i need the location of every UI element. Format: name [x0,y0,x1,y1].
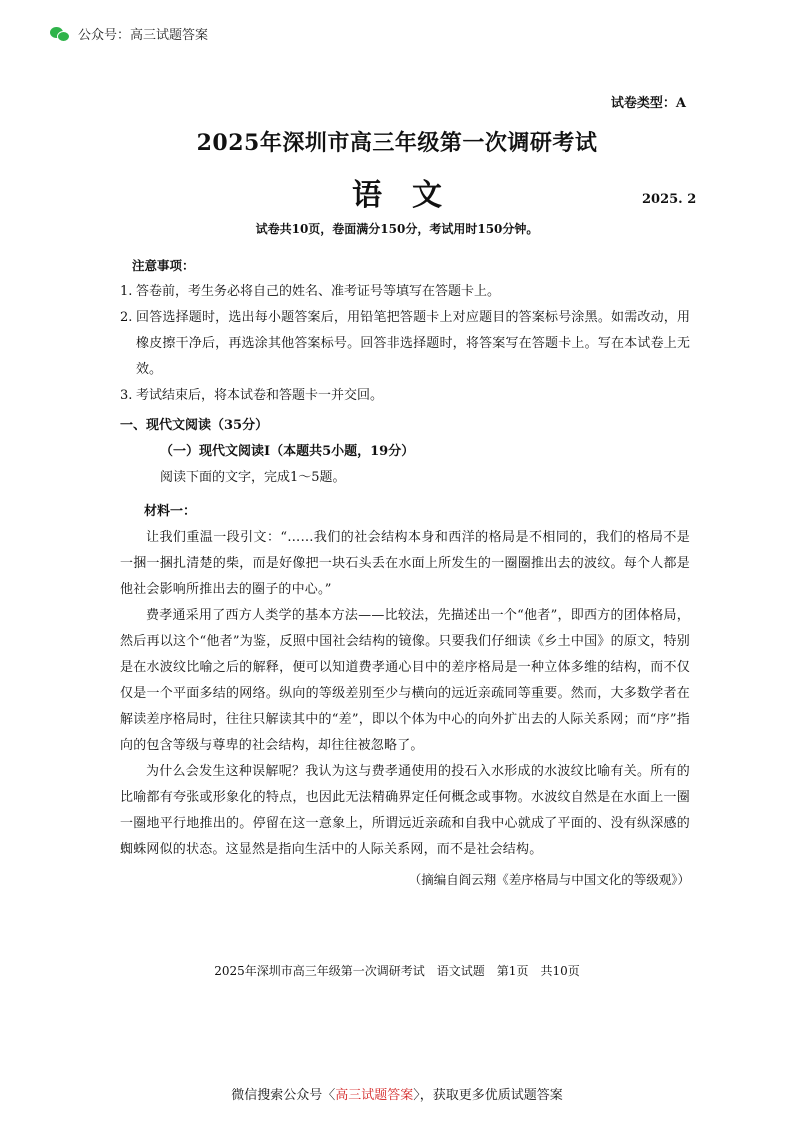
note-text: 答卷前，考生务必将自己的姓名、准考证号等填写在答题卡上。 [136,284,501,299]
paragraph: 为什么会发生这种误解呢？我认为这与费孝通使用的投石入水形成的水波纹比喻有关。所有的比喻都有夸张或形象化的特点，也因此无法精确界定任何概念或事物。水波纹自然是在水面上一圈一圈地平行地推出的。停留在这一意象上，所谓远近亲疏和自我中心就成了平面的、没有纵深感的蜘蛛网似的状态。这显然是指向生活中的人际关系网，而不是社会结构。 [120,764,690,857]
exam-title: 2025年深圳市高三年级第一次调研考试 [196,130,598,156]
note-item [120,279,690,305]
exam-date: 2025. 2 [642,192,697,207]
instruction: 阅读下面的文字，完成1～5题。 [160,470,346,485]
paragraph: 让我们重温一段引文：“……我们的社会结构本身和西洋的格局是不相同的，我们的格局不是一捆一捆扎清楚的柴，而是好像把一块石头丢在水面上所发生的一圈圈推出去的波纹。每个人都是他社会影响所推出去的圈子的中心。” [120,530,690,597]
subject-title: 语文 [352,178,472,213]
banner-highlight: 高三试题答案 [335,1088,414,1103]
note-item [120,383,690,409]
subsection-heading: （一）现代文阅读Ⅰ（本题共5小题，19分） [160,444,415,459]
material-heading: 材料一： [144,504,197,519]
bottom-banner [0,1084,794,1103]
section-heading: 一、现代文阅读（35分） [120,418,269,433]
note-text: 考试结束后，将本试卷和答题卡一并交回。 [136,388,384,403]
exam-meta: 试卷共10页，卷面满分150分，考试用时150分钟。 [255,222,539,236]
wechat-icon [50,26,70,42]
paragraph: 费孝通采用了西方人类学的基本方法——比较法，先描述出一个“他者”，即西方的团体格局，然后再以这个“他者”为鉴，反照中国社会结构的镜像。只要我们仔细读《乡土中国》的原文，特别是在水波纹比喻之后的解释，便可以知道费孝通心目中的差序格局是一种立体多维的结构，而不仅仅是一个平面多结的网络。纵向的等级差别至少与横向的远近亲疏同等重要。然而，大多数学者在解读差序格局时，往往只解读其中的“差”，即以个体为中心的向外扩出去的人际关系网；而“序”指向的包含等级与尊卑的社会结构，却往往被忽略了。 [120,608,690,753]
paper-type: 试卷类型：A [610,96,686,111]
note-item [120,305,690,383]
note-text: 回答选择题时，选出每小题答案后，用铅笔把答题卡上对应题目的答案标号涂黑。如需改动，用橡皮擦干净后，再选涂其他答案标号。回答非选择题时，将答案写在答题卡上。写在本试卷上无效。 [136,310,690,377]
note-number: 3. [120,388,133,403]
source-citation: （摘编自阎云翔《差序格局与中国文化的等级观》） [408,872,690,887]
note-number: 1. [120,284,133,299]
watermark-text: 公众号：高三试题答案 [78,28,209,43]
page-footer: 2025年深圳市高三年级第一次调研考试 语文试题 第1页 共10页 [214,964,580,978]
banner-prefix: 微信搜索公众号〈 [231,1088,336,1103]
note-number: 2. [120,310,133,325]
banner-suffix: 〉，获取更多优质试题答案 [413,1088,563,1103]
page-content [120,253,690,893]
watermark [50,24,208,43]
notes-heading: 注意事项： [132,258,195,273]
